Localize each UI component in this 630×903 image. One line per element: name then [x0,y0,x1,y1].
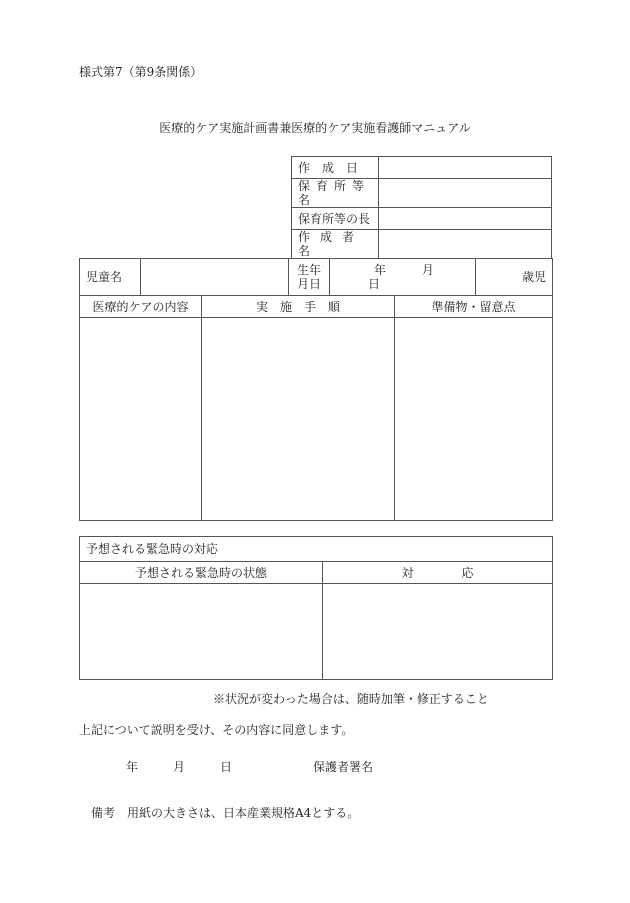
info-row-author [292,230,552,259]
birthdate-label [289,259,330,296]
info-label: 保育所等名 [292,179,379,208]
col-header-emergency-state: 予想される緊急時の状態 [80,562,323,584]
sign-year-label: 年 [126,760,139,774]
info-value-field[interactable] [379,208,552,230]
child-name-label: 児童名 [80,259,141,296]
info-label: 保育所等の長 [292,208,379,230]
col-header-response: 対 応 [323,562,553,584]
remark-text: 備考 用紙の大きさは、日本産業規格A4とする。 [91,806,360,820]
info-value-field[interactable] [379,179,552,208]
birthdate-label-line2: 月日 [296,277,321,291]
info-row-facility-name [292,179,552,208]
birthdate-label-line1: 生年 [296,263,321,277]
info-row-created-date [292,157,552,179]
col-header-procedure: 実 施 手 順 [202,296,395,318]
col-header-preparation: 準備物・留意点 [395,296,553,318]
info-value-field[interactable] [379,230,552,259]
sign-day-label: 日 [220,760,233,774]
form-number: 様式第7（第9条関係） [79,65,203,79]
emergency-table [79,536,553,680]
year-label: 年 [374,263,387,277]
consent-text: 上記について説明を受け、その内容に同意します。 [79,723,354,737]
emergency-title: 予想される緊急時の対応 [80,537,553,562]
info-table [291,156,552,259]
child-name-field[interactable] [141,259,289,296]
child-table [79,258,553,521]
month-label: 月 [421,263,434,277]
age-field[interactable]: 歳児 [476,259,553,296]
day-label: 日 [368,277,381,291]
care-content-field[interactable] [80,318,202,521]
emergency-state-field[interactable] [80,584,323,680]
info-label: 作成者名 [292,230,379,259]
info-row-facility-head [292,208,552,230]
response-field[interactable] [323,584,553,680]
page-title: 医療的ケア実施計画書兼医療的ケア実施看護師マニュアル [159,121,471,135]
sign-month-label: 月 [173,760,186,774]
preparation-field[interactable] [395,318,553,521]
birthdate-field[interactable] [330,259,476,296]
col-header-care-content: 医療的ケアの内容 [80,296,202,318]
info-value-field[interactable] [379,157,552,179]
guardian-signature-label: 保護者署名 [313,760,374,774]
info-label: 作 成 日 [292,157,379,179]
procedure-field[interactable] [202,318,395,521]
revision-note: ※状況が変わった場合は、随時加筆・修正すること [213,692,489,706]
